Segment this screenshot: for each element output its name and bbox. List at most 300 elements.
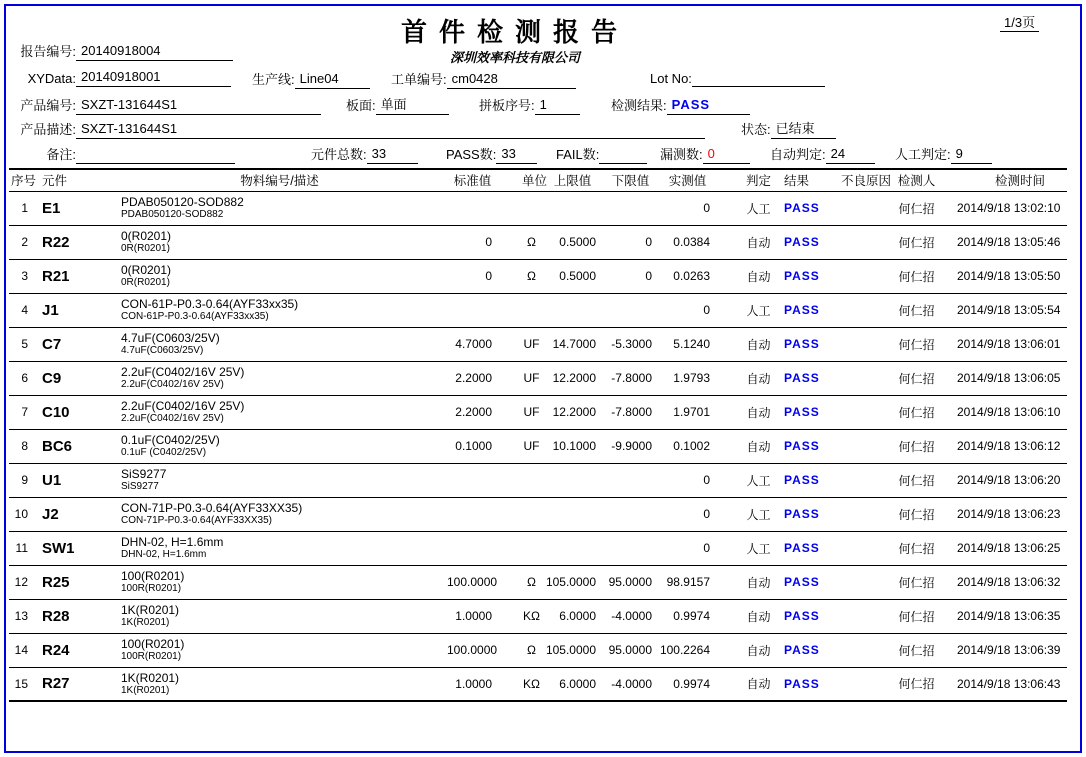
part-material-code: CON-71P-P0.3-0.64(AYF33XX35) [121,501,303,515]
field-board-side [346,95,449,115]
inspection-table [9,168,1067,702]
field-xydata [18,69,231,87]
cell-method: 自动 [746,609,771,624]
cell-part: C7 [42,335,62,353]
cell-unit [498,497,542,531]
report-no-value: 20140918004 [76,43,233,61]
field-auto-judged [770,144,875,164]
cell-unit: KΩ [523,609,540,623]
part-material-desc: 0R(R0201) [121,277,170,288]
part-material-desc: 2.2uF(C0402/16V 25V) [121,379,224,390]
cell-inspector: 何仁招 [898,235,935,250]
cell-method: 人工 [746,473,771,488]
field-status [741,119,836,139]
cell-part: C10 [42,403,70,421]
cell-measured: 0.9974 [673,676,710,691]
table-row [9,293,1067,327]
cell-reason [838,361,894,395]
cell-part: C9 [42,369,62,387]
cell-desc [113,429,446,463]
cell-seq: 5 [21,337,28,351]
field-remark [18,144,235,164]
part-material-code: 4.7uF(C0603/25V) [121,331,220,345]
cell-time: 2014/9/18 13:06:39 [957,643,1061,657]
col-header-unit: 单位 [522,174,548,189]
cell-time: 2014/9/18 13:06:23 [957,507,1061,521]
cell-method: 人工 [746,201,771,216]
part-material-desc: PDAB050120-SOD882 [121,209,224,220]
work-order-value: cm0428 [447,71,576,89]
cell-seq: 13 [14,609,28,623]
cell-inspector: 何仁招 [898,371,935,386]
part-material-code: CON-61P-P0.3-0.64(AYF33xx35) [121,297,299,311]
cell-desc [113,225,446,259]
col-header-measured: 实测值 [668,174,707,189]
missed-count-value: 0 [703,146,750,164]
cell-time: 2014/9/18 13:06:32 [957,575,1061,589]
cell-measured: 5.1240 [673,337,710,351]
cell-lower: -7.8000 [611,405,652,419]
missed-count-label: 漏测数: [660,147,703,162]
cell-reason [838,293,894,327]
field-inspection-result [611,95,750,115]
part-material-desc: 4.7uF(C0603/25V) [121,345,204,356]
cell-upper: 12.2000 [552,371,596,385]
cell-unit: Ω [527,643,536,657]
part-material-code: SiS9277 [121,467,167,481]
cell-lower: -4.0000 [611,609,652,623]
col-header-std: 标准值 [453,174,492,189]
cell-upper [542,191,602,225]
cell-inspector: 何仁招 [898,473,935,488]
cell-unit [498,531,542,565]
cell-upper [542,463,602,497]
part-material-code: 100(R0201) [121,569,185,583]
component-total-label: 元件总数: [311,147,367,162]
cell-result: PASS [784,371,820,385]
cell-unit: UF [523,337,540,351]
cell-unit [498,293,542,327]
col-header-lower: 下限值 [611,174,650,189]
cell-part: R21 [42,267,70,285]
cell-result: PASS [784,201,820,215]
part-material-code: PDAB050120-SOD882 [121,195,244,209]
part-material-desc: DHN-02, H=1.6mm [121,549,207,560]
page-title: 首件检测报告 [400,17,629,47]
cell-inspector: 何仁招 [898,405,935,420]
cell-measured: 0.0384 [673,235,710,249]
cell-unit: UF [523,405,540,419]
board-side-value: 单面 [376,97,449,115]
cell-upper: 0.5000 [559,235,596,249]
cell-result: PASS [784,269,820,283]
cell-desc [113,327,446,361]
part-material-code: DHN-02, H=1.6mm [121,535,224,549]
field-product-no [18,95,321,115]
cell-upper: 10.1000 [552,439,596,453]
table-row [9,633,1067,667]
cell-seq: 14 [14,643,28,657]
cell-std: 2.2000 [455,371,492,385]
cell-std: 1.0000 [455,609,492,623]
cell-seq: 3 [21,269,28,283]
cell-part: R22 [42,233,70,251]
cell-method: 自动 [746,643,771,658]
cell-measured: 0.9974 [673,609,710,623]
cell-desc [113,531,446,565]
part-material-code: 2.2uF(C0402/16V 25V) [121,399,245,413]
cell-seq: 10 [14,507,28,521]
cell-time: 2014/9/18 13:02:10 [957,201,1061,215]
cell-upper: 105.0000 [545,575,596,589]
fail-count-value [599,146,647,164]
cell-inspector: 何仁招 [898,643,935,658]
cell-unit: Ω [527,269,536,283]
cell-result: PASS [784,541,820,555]
cell-lower: 0 [645,269,652,283]
col-header-desc: 物料编号/描述 [240,174,319,189]
cell-seq: 2 [21,235,28,249]
cell-desc [113,395,446,429]
cell-std: 0 [485,235,492,249]
cell-reason [838,395,894,429]
cell-inspector: 何仁招 [898,201,935,216]
cell-time: 2014/9/18 13:06:35 [957,609,1061,623]
cell-reason [838,327,894,361]
production-line-value: Line04 [295,71,370,89]
cell-part: U1 [42,471,62,489]
cell-measured: 1.9793 [673,371,710,385]
part-material-desc: 2.2uF(C0402/16V 25V) [121,413,224,424]
cell-reason [838,667,894,701]
cell-part: SW1 [42,539,75,557]
table-row [9,531,1067,565]
cell-unit: UF [523,371,540,385]
cell-method: 自动 [746,405,771,420]
cell-desc [113,633,446,667]
part-material-code: 2.2uF(C0402/16V 25V) [121,365,245,379]
cell-method: 自动 [746,677,771,692]
cell-inspector: 何仁招 [898,337,935,352]
cell-reason [838,259,894,293]
cell-std: 0.1000 [455,439,492,453]
cell-time: 2014/9/18 13:05:50 [957,269,1061,283]
col-header-result: 结果 [784,174,810,189]
cell-lower [602,497,658,531]
cell-upper: 14.7000 [552,337,596,351]
cell-inspector: 何仁招 [898,507,935,522]
cell-inspector: 何仁招 [898,269,935,284]
part-material-desc: 100R(R0201) [121,651,182,662]
remark-label: 备注: [46,147,76,162]
xydata-value: 20140918001 [76,69,231,87]
product-no-value: SXZT-131644S1 [76,97,321,115]
field-pass-count [446,144,537,164]
product-no-label: 产品编号: [20,98,76,113]
cell-part: R24 [42,641,70,659]
cell-lower: 95.0000 [608,643,652,657]
cell-lower: 0 [645,235,652,249]
cell-reason [838,429,894,463]
cell-time: 2014/9/18 13:06:25 [957,541,1061,555]
part-material-desc: 0.1uF (C0402/25V) [121,447,207,458]
lot-no-value [692,69,825,87]
component-total-value: 33 [367,146,418,164]
product-desc-label: 产品描述: [20,122,76,137]
col-header-seq: 序号 [11,174,37,189]
field-work-order [391,69,576,89]
cell-time: 2014/9/18 13:06:20 [957,473,1061,487]
cell-method: 自动 [746,439,771,454]
cell-time: 2014/9/18 13:06:10 [957,405,1061,419]
field-missed-count [660,144,750,164]
table-body [9,191,1067,701]
manual-judged-value: 9 [951,146,992,164]
field-panel-no [479,95,580,115]
cell-std: 100.0000 [447,643,498,657]
cell-measured: 0 [703,303,710,317]
cell-measured: 100.2264 [659,643,710,657]
cell-reason [838,497,894,531]
part-material-code: 0(R0201) [121,229,172,243]
cell-std: 4.7000 [455,337,492,351]
part-material-code: 1K(R0201) [121,603,180,617]
table-row [9,497,1067,531]
cell-time: 2014/9/18 13:06:43 [957,676,1061,691]
cell-desc [113,463,446,497]
field-fail-count [556,144,647,164]
part-material-code: 0.1uF(C0402/25V) [121,433,220,447]
cell-result: PASS [784,575,820,589]
panel-no-value: 1 [535,97,580,115]
field-manual-judged [895,144,992,164]
part-material-desc: CON-71P-P0.3-0.64(AYF33XX35) [121,515,272,526]
product-desc-value: SXZT-131644S1 [76,121,705,139]
cell-upper [542,293,602,327]
cell-desc [113,293,446,327]
cell-std: 1.0000 [455,676,492,691]
cell-upper: 105.0000 [545,643,596,657]
cell-lower: -5.3000 [611,337,652,351]
cell-seq: 9 [21,473,28,487]
cell-reason [838,599,894,633]
cell-measured: 98.9157 [666,575,710,589]
cell-method: 人工 [746,507,771,522]
cell-std [446,191,498,225]
cell-result: PASS [784,439,820,453]
cell-inspector: 何仁招 [898,677,935,692]
col-header-time: 检测时间 [994,174,1045,189]
auto-judged-label: 自动判定: [770,147,826,162]
page-number-label: 1/3页 [1000,15,1039,32]
lot-no-label: Lot No: [650,71,692,86]
fail-count-label: FAIL数: [556,147,600,162]
table-row [9,565,1067,599]
cell-lower [602,191,658,225]
cell-result: PASS [784,405,820,419]
cell-method: 人工 [746,541,771,556]
table-row [9,259,1067,293]
cell-unit [498,463,542,497]
panel-no-label: 拼板序号: [479,98,535,113]
cell-lower [602,531,658,565]
part-material-desc: 1K(R0201) [121,684,170,696]
cell-inspector: 何仁招 [898,609,935,624]
cell-desc [113,497,446,531]
cell-reason [838,225,894,259]
inspection-result-value: PASS [667,97,750,115]
table-row [9,191,1067,225]
cell-method: 自动 [746,235,771,250]
cell-lower [602,293,658,327]
part-material-code: 1K(R0201) [121,670,180,685]
field-report-no [18,41,233,61]
cell-seq: 6 [21,371,28,385]
field-component-total [311,144,418,164]
cell-upper: 6.0000 [559,676,596,691]
board-side-label: 板面: [346,98,376,113]
cell-desc [113,259,446,293]
cell-part: J1 [42,301,59,319]
field-production-line [252,69,370,89]
cell-desc [113,361,446,395]
cell-part: R28 [42,607,70,625]
cell-seq: 1 [21,201,28,215]
cell-time: 2014/9/18 13:05:54 [957,303,1061,317]
cell-inspector: 何仁招 [898,303,935,318]
cell-seq: 11 [15,541,28,555]
table-row [9,429,1067,463]
cell-measured: 0 [703,201,710,215]
table-row [9,361,1067,395]
work-order-label: 工单编号: [391,72,447,87]
inspection-result-label: 检测结果: [611,98,667,113]
cell-inspector: 何仁招 [898,575,935,590]
cell-part: BC6 [42,437,73,455]
cell-part: E1 [42,199,61,217]
xydata-label: XYData: [27,71,76,86]
cell-time: 2014/9/18 13:06:05 [957,371,1061,385]
cell-time: 2014/9/18 13:06:01 [957,337,1061,351]
cell-part: R25 [42,573,70,591]
table-row [9,599,1067,633]
cell-seq: 4 [21,303,28,317]
cell-unit [498,191,542,225]
cell-unit: Ω [527,235,536,249]
col-header-reason: 不良原因 [840,174,891,189]
part-material-desc: CON-61P-P0.3-0.64(AYF33xx35) [121,311,269,322]
cell-std [446,531,498,565]
cell-desc [113,599,446,633]
cell-method: 自动 [746,371,771,386]
cell-reason [838,463,894,497]
cell-result: PASS [784,337,820,351]
cell-upper [542,497,602,531]
cell-result: PASS [784,235,820,249]
cell-std [446,497,498,531]
status-value: 已结束 [771,121,836,139]
col-header-upper: 上限值 [553,174,592,189]
cell-inspector: 何仁招 [898,439,935,454]
cell-method: 自动 [746,337,771,352]
field-lot-no [650,69,825,87]
pass-count-value: 33 [496,146,537,164]
cell-upper [542,531,602,565]
cell-std: 100.0000 [447,575,498,589]
cell-std: 2.2000 [455,405,492,419]
cell-measured: 0.0263 [673,269,710,283]
table-row [9,395,1067,429]
cell-measured: 0.1002 [673,439,710,453]
cell-upper: 12.2000 [552,405,596,419]
cell-part: J2 [42,505,59,523]
status-label: 状态: [741,122,771,137]
cell-result: PASS [784,303,820,317]
cell-seq: 15 [14,676,28,691]
part-material-desc: 1K(R0201) [121,617,170,628]
cell-unit: UF [523,439,540,453]
cell-reason [838,633,894,667]
cell-result: PASS [784,609,820,623]
production-line-label: 生产线: [252,72,295,87]
table-row [9,225,1067,259]
cell-std: 0 [485,269,492,283]
field-product-desc [18,119,705,139]
cell-lower [602,463,658,497]
table-row [9,327,1067,361]
manual-judged-label: 人工判定: [895,147,951,162]
cell-desc [113,565,446,599]
part-material-desc: SiS9277 [121,481,159,492]
cell-lower: 95.0000 [608,575,652,589]
cell-upper: 6.0000 [559,609,596,623]
cell-seq: 12 [14,575,28,589]
cell-result: PASS [784,643,820,657]
cell-measured: 1.9701 [673,405,710,419]
part-material-code: 100(R0201) [121,637,185,651]
cell-reason [838,191,894,225]
cell-seq: 8 [21,439,28,453]
cell-measured: 0 [703,473,710,487]
company-name: 深圳效率科技有限公司 [449,51,580,66]
col-header-inspector: 检测人 [897,174,936,189]
cell-desc [113,191,446,225]
col-header-method: 判定 [745,174,771,189]
cell-reason [838,531,894,565]
table-row [9,667,1067,701]
cell-method: 人工 [746,303,771,318]
auto-judged-value: 24 [826,146,875,164]
cell-result: PASS [784,676,820,691]
cell-desc [113,667,446,701]
cell-method: 自动 [746,575,771,590]
col-header-part: 元件 [42,174,68,189]
pass-count-label: PASS数: [446,147,497,162]
cell-method: 自动 [746,269,771,284]
cell-lower: -7.8000 [611,371,652,385]
cell-reason [838,565,894,599]
page-number [1000,12,1039,31]
cell-std [446,293,498,327]
cell-lower: -9.9000 [611,439,652,453]
part-material-code: 0(R0201) [121,263,172,277]
cell-lower: -4.0000 [611,676,652,691]
cell-part: R27 [42,675,70,693]
cell-std [446,463,498,497]
cell-upper: 0.5000 [559,269,596,283]
part-material-desc: 0R(R0201) [121,243,170,254]
cell-time: 2014/9/18 13:05:46 [957,235,1061,249]
